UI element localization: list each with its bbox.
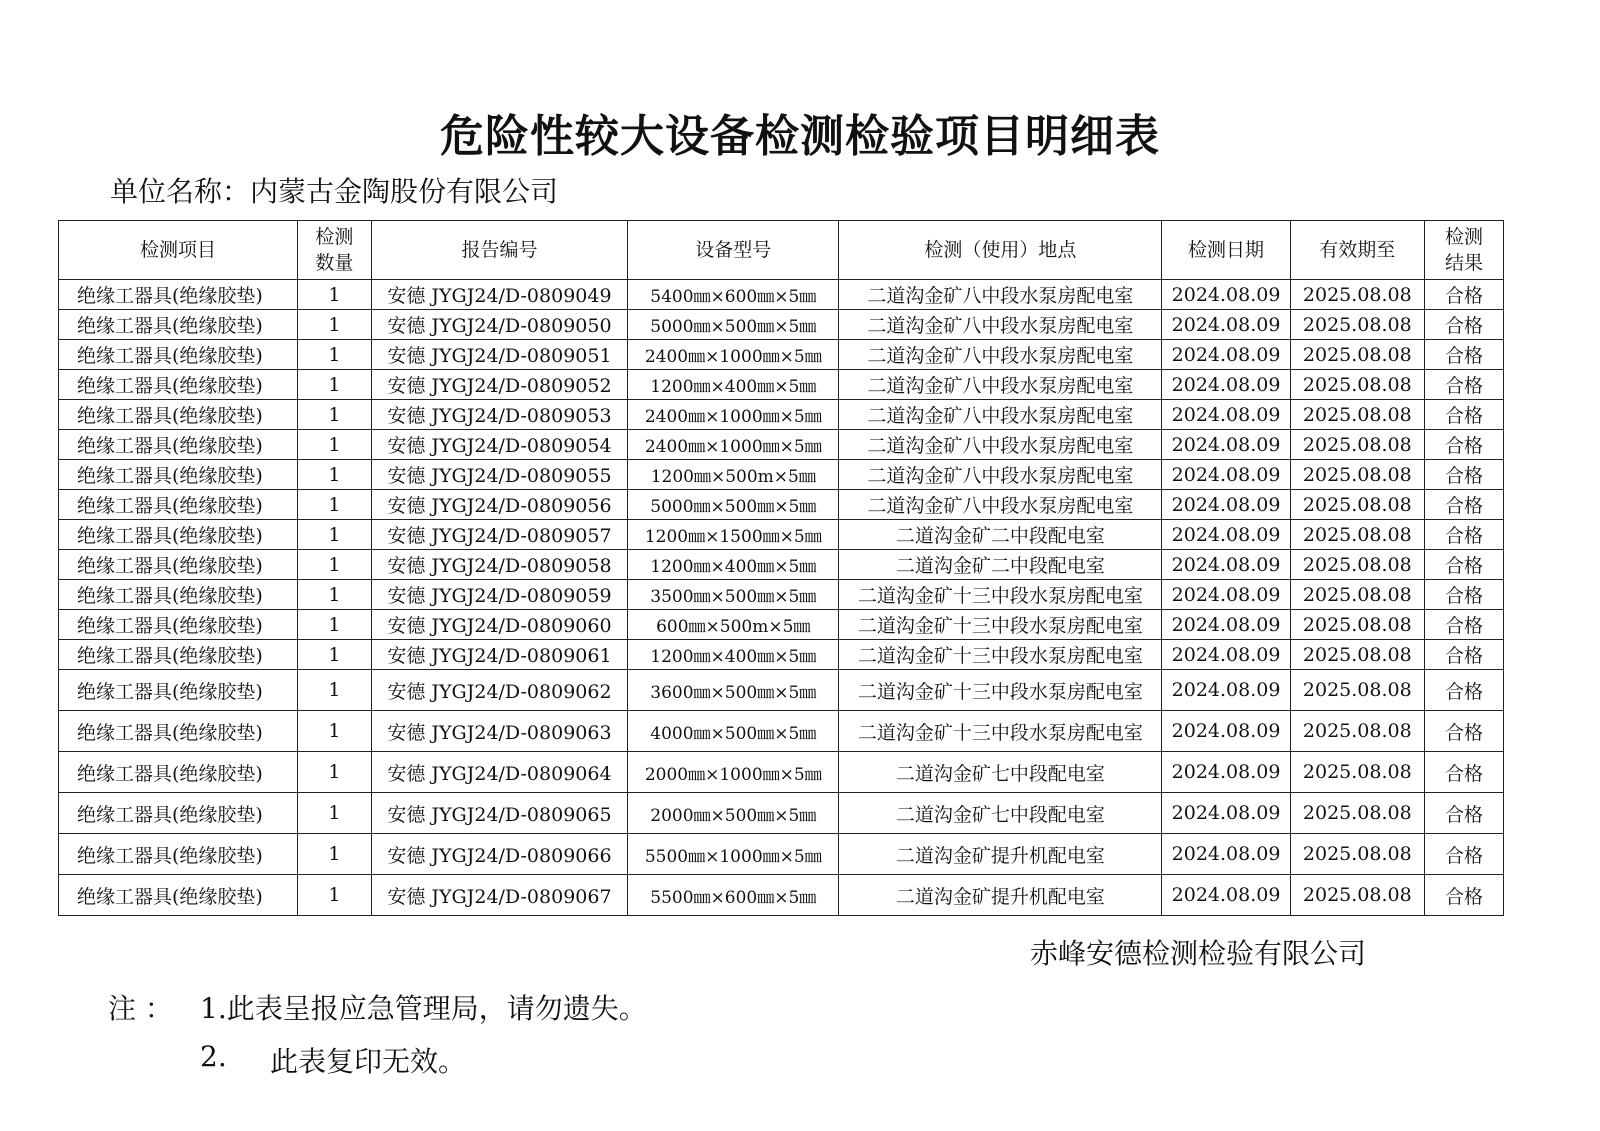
cell-test-date: 2024.08.09 [1162,610,1290,640]
cell-result: 合格 [1424,834,1503,875]
cell-quantity: 1 [297,340,371,370]
cell-report-no: 安德 JYGJ24/D-0809062 [371,670,627,711]
cell-result: 合格 [1424,670,1503,711]
cell-model: 600㎜×500m×5㎜ [628,610,839,640]
cell-model: 3500㎜×500㎜×5㎜ [628,580,839,610]
cell-test-date: 2024.08.09 [1162,310,1290,340]
cell-test-date: 2024.08.09 [1162,752,1290,793]
page-title: 危险性较大设备检测检验项目明细表 [440,111,1160,162]
cell-result: 合格 [1424,310,1503,340]
cell-valid-until: 2025.08.08 [1290,793,1424,834]
cell-quantity: 1 [297,520,371,550]
cell-quantity: 1 [297,460,371,490]
cell-test-date: 2024.08.09 [1162,280,1290,310]
table-row [59,793,1504,834]
cell-report-no: 安德 JYGJ24/D-0809051 [371,340,627,370]
table-row [59,490,1504,520]
cell-result: 合格 [1424,370,1503,400]
note-label: 注 ： [108,992,173,1025]
cell-valid-until: 2025.08.08 [1290,340,1424,370]
cell-item: 绝缘工器具(绝缘胶垫) [59,490,298,520]
cell-location: 二道沟金矿十三中段水泵房配电室 [839,670,1162,711]
cell-quantity: 1 [297,711,371,752]
header-quantity [297,221,371,280]
cell-report-no: 安德 JYGJ24/D-0809050 [371,310,627,340]
cell-model: 2400㎜×1000㎜×5㎜ [628,340,839,370]
cell-item: 绝缘工器具(绝缘胶垫) [59,610,298,640]
header-valid-until: 有效期至 [1290,221,1424,280]
table-row [59,875,1504,916]
table-row [59,640,1504,670]
cell-report-no: 安德 JYGJ24/D-0809066 [371,834,627,875]
table-row [59,550,1504,580]
cell-location: 二道沟金矿十三中段水泵房配电室 [839,580,1162,610]
cell-test-date: 2024.08.09 [1162,430,1290,460]
cell-item: 绝缘工器具(绝缘胶垫) [59,520,298,550]
cell-valid-until: 2025.08.08 [1290,752,1424,793]
cell-model: 5000㎜×500㎜×5㎜ [628,490,839,520]
cell-quantity: 1 [297,370,371,400]
note-number: 1. [200,992,227,1025]
cell-test-date: 2024.08.09 [1162,793,1290,834]
cell-result: 合格 [1424,520,1503,550]
cell-location: 二道沟金矿八中段水泵房配电室 [839,370,1162,400]
cell-location: 二道沟金矿七中段配电室 [839,793,1162,834]
cell-report-no: 安德 JYGJ24/D-0809064 [371,752,627,793]
cell-location: 二道沟金矿八中段水泵房配电室 [839,460,1162,490]
cell-model: 5000㎜×500㎜×5㎜ [628,310,839,340]
cell-location: 二道沟金矿七中段配电室 [839,752,1162,793]
table-row [59,280,1504,310]
cell-quantity: 1 [297,430,371,460]
cell-valid-until: 2025.08.08 [1290,610,1424,640]
cell-location: 二道沟金矿十三中段水泵房配电室 [839,640,1162,670]
cell-valid-until: 2025.08.08 [1290,280,1424,310]
table-row [59,430,1504,460]
cell-test-date: 2024.08.09 [1162,460,1290,490]
cell-valid-until: 2025.08.08 [1290,400,1424,430]
cell-quantity: 1 [297,752,371,793]
cell-valid-until: 2025.08.08 [1290,670,1424,711]
table-row [59,834,1504,875]
header-report-no: 报告编号 [371,221,627,280]
cell-result: 合格 [1424,490,1503,520]
cell-quantity: 1 [297,490,371,520]
cell-test-date: 2024.08.09 [1162,640,1290,670]
cell-location: 二道沟金矿八中段水泵房配电室 [839,490,1162,520]
cell-report-no: 安德 JYGJ24/D-0809063 [371,711,627,752]
cell-quantity: 1 [297,610,371,640]
cell-test-date: 2024.08.09 [1162,834,1290,875]
table-row [59,400,1504,430]
cell-result: 合格 [1424,430,1503,460]
cell-valid-until: 2025.08.08 [1290,550,1424,580]
cell-test-date: 2024.08.09 [1162,340,1290,370]
cell-model: 2000㎜×1000㎜×5㎜ [628,752,839,793]
cell-result: 合格 [1424,280,1503,310]
header-item: 检测项目 [59,221,298,280]
cell-item: 绝缘工器具(绝缘胶垫) [59,640,298,670]
cell-quantity: 1 [297,670,371,711]
cell-report-no: 安德 JYGJ24/D-0809049 [371,280,627,310]
cell-result: 合格 [1424,610,1503,640]
cell-result: 合格 [1424,640,1503,670]
cell-item: 绝缘工器具(绝缘胶垫) [59,340,298,370]
cell-location: 二道沟金矿二中段配电室 [839,520,1162,550]
unit-name: 单位名称：内蒙古金陶股份有限公司 [110,175,559,208]
cell-item: 绝缘工器具(绝缘胶垫) [59,310,298,340]
cell-report-no: 安德 JYGJ24/D-0809060 [371,610,627,640]
table-row [59,310,1504,340]
cell-item: 绝缘工器具(绝缘胶垫) [59,793,298,834]
cell-model: 1200㎜×400㎜×5㎜ [628,370,839,400]
cell-quantity: 1 [297,280,371,310]
cell-location: 二道沟金矿二中段配电室 [839,550,1162,580]
cell-report-no: 安德 JYGJ24/D-0809061 [371,640,627,670]
note-text: 此表复印无效。 [270,1045,467,1078]
table-row [59,520,1504,550]
cell-location: 二道沟金矿八中段水泵房配电室 [839,310,1162,340]
table-row [59,711,1504,752]
cell-location: 二道沟金矿十三中段水泵房配电室 [839,610,1162,640]
table-row [59,370,1504,400]
cell-result: 合格 [1424,711,1503,752]
cell-valid-until: 2025.08.08 [1290,580,1424,610]
cell-item: 绝缘工器具(绝缘胶垫) [59,280,298,310]
header-result [1424,221,1503,280]
cell-model: 1200㎜×500m×5㎜ [628,460,839,490]
cell-model: 1200㎜×400㎜×5㎜ [628,550,839,580]
cell-test-date: 2024.08.09 [1162,370,1290,400]
table-row [59,580,1504,610]
header-test-date: 检测日期 [1162,221,1290,280]
cell-result: 合格 [1424,550,1503,580]
cell-location: 二道沟金矿八中段水泵房配电室 [839,430,1162,460]
cell-result: 合格 [1424,580,1503,610]
cell-valid-until: 2025.08.08 [1290,490,1424,520]
header-location: 检测（使用）地点 [839,221,1162,280]
table-row [59,460,1504,490]
cell-report-no: 安德 JYGJ24/D-0809052 [371,370,627,400]
header-quantity-label: 检测数量 [315,226,354,274]
cell-report-no: 安德 JYGJ24/D-0809065 [371,793,627,834]
cell-valid-until: 2025.08.08 [1290,370,1424,400]
cell-valid-until: 2025.08.08 [1290,310,1424,340]
cell-item: 绝缘工器具(绝缘胶垫) [59,430,298,460]
note-text: 此表呈报应急管理局，请勿遗失。 [226,992,647,1025]
cell-report-no: 安德 JYGJ24/D-0809059 [371,580,627,610]
cell-item: 绝缘工器具(绝缘胶垫) [59,400,298,430]
cell-item: 绝缘工器具(绝缘胶垫) [59,580,298,610]
cell-model: 4000㎜×500㎜×5㎜ [628,711,839,752]
table-row [59,670,1504,711]
table-row [59,610,1504,640]
cell-item: 绝缘工器具(绝缘胶垫) [59,460,298,490]
cell-test-date: 2024.08.09 [1162,711,1290,752]
note-item-1 [200,987,647,1027]
cell-location: 二道沟金矿八中段水泵房配电室 [839,340,1162,370]
cell-report-no: 安德 JYGJ24/D-0809057 [371,520,627,550]
cell-test-date: 2024.08.09 [1162,670,1290,711]
cell-test-date: 2024.08.09 [1162,400,1290,430]
cell-location: 二道沟金矿提升机配电室 [839,875,1162,916]
cell-item: 绝缘工器具(绝缘胶垫) [59,550,298,580]
table-row [59,752,1504,793]
cell-quantity: 1 [297,875,371,916]
table-row [59,340,1504,370]
cell-quantity: 1 [297,580,371,610]
cell-valid-until: 2025.08.08 [1290,640,1424,670]
cell-location: 二道沟金矿八中段水泵房配电室 [839,400,1162,430]
cell-quantity: 1 [297,310,371,340]
cell-model: 3600㎜×500㎜×5㎜ [628,670,839,711]
cell-quantity: 1 [297,640,371,670]
cell-item: 绝缘工器具(绝缘胶垫) [59,670,298,711]
cell-report-no: 安德 JYGJ24/D-0809067 [371,875,627,916]
table-header-row [59,221,1504,280]
cell-model: 5400㎜×600㎜×5㎜ [628,280,839,310]
cell-result: 合格 [1424,460,1503,490]
header-result-label: 检测结果 [1444,226,1483,274]
cell-test-date: 2024.08.09 [1162,875,1290,916]
cell-result: 合格 [1424,793,1503,834]
cell-model: 5500㎜×1000㎜×5㎜ [628,834,839,875]
cell-test-date: 2024.08.09 [1162,550,1290,580]
cell-model: 2400㎜×1000㎜×5㎜ [628,430,839,460]
cell-result: 合格 [1424,752,1503,793]
cell-valid-until: 2025.08.08 [1290,460,1424,490]
cell-report-no: 安德 JYGJ24/D-0809053 [371,400,627,430]
cell-item: 绝缘工器具(绝缘胶垫) [59,834,298,875]
cell-test-date: 2024.08.09 [1162,490,1290,520]
cell-model: 2400㎜×1000㎜×5㎜ [628,400,839,430]
cell-quantity: 1 [297,550,371,580]
cell-test-date: 2024.08.09 [1162,520,1290,550]
cell-valid-until: 2025.08.08 [1290,430,1424,460]
cell-item: 绝缘工器具(绝缘胶垫) [59,711,298,752]
cell-report-no: 安德 JYGJ24/D-0809054 [371,430,627,460]
cell-location: 二道沟金矿十三中段水泵房配电室 [839,711,1162,752]
cell-item: 绝缘工器具(绝缘胶垫) [59,752,298,793]
cell-quantity: 1 [297,793,371,834]
cell-valid-until: 2025.08.08 [1290,520,1424,550]
cell-test-date: 2024.08.09 [1162,580,1290,610]
cell-valid-until: 2025.08.08 [1290,711,1424,752]
cell-quantity: 1 [297,834,371,875]
cell-item: 绝缘工器具(绝缘胶垫) [59,875,298,916]
cell-report-no: 安德 JYGJ24/D-0809056 [371,490,627,520]
cell-quantity: 1 [297,400,371,430]
cell-model: 2000㎜×500㎜×5㎜ [628,793,839,834]
cell-model: 1200㎜×400㎜×5㎜ [628,640,839,670]
inspection-table [58,220,1504,916]
cell-result: 合格 [1424,875,1503,916]
cell-item: 绝缘工器具(绝缘胶垫) [59,370,298,400]
cell-report-no: 安德 JYGJ24/D-0809055 [371,460,627,490]
header-model: 设备型号 [628,221,839,280]
cell-valid-until: 2025.08.08 [1290,875,1424,916]
cell-model: 1200㎜×1500㎜×5㎜ [628,520,839,550]
issuer-company: 赤峰安德检测检验有限公司 [1030,937,1367,970]
cell-result: 合格 [1424,340,1503,370]
cell-model: 5500㎜×600㎜×5㎜ [628,875,839,916]
cell-valid-until: 2025.08.08 [1290,834,1424,875]
cell-location: 二道沟金矿八中段水泵房配电室 [839,280,1162,310]
cell-result: 合格 [1424,400,1503,430]
note-number: 2. [200,1040,227,1073]
cell-report-no: 安德 JYGJ24/D-0809058 [371,550,627,580]
cell-location: 二道沟金矿提升机配电室 [839,834,1162,875]
